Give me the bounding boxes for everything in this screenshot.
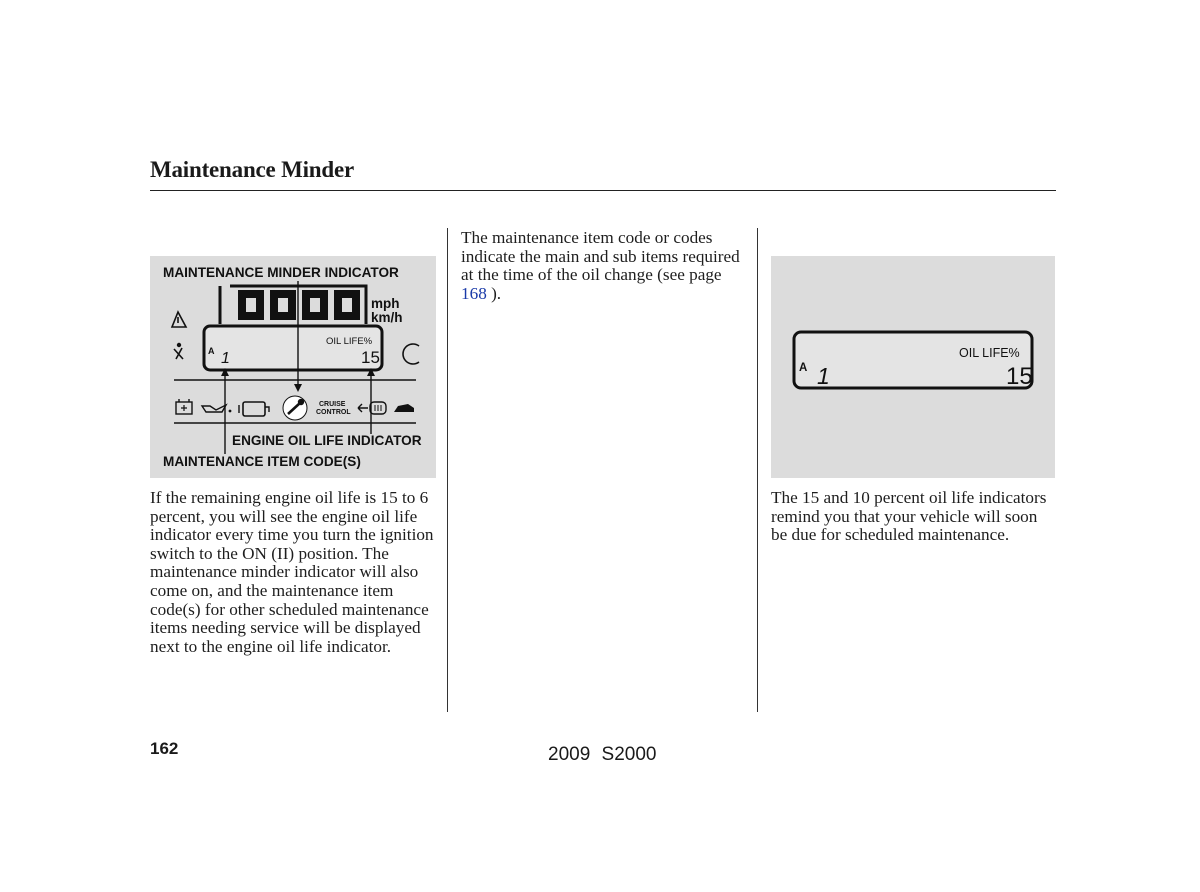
gauge-c-mark	[403, 344, 419, 364]
column-divider-right	[757, 228, 758, 712]
engine-oil-life-indicator-label: ENGINE OIL LIFE INDICATOR	[232, 433, 422, 448]
page-title: Maintenance Minder	[150, 157, 355, 182]
column-2-text	[461, 229, 751, 303]
check-engine-icon	[239, 402, 269, 416]
column-2-text-end: ).	[486, 283, 502, 303]
oil-life-caption-closeup: OIL LIFE%	[959, 346, 1020, 360]
column-3-text	[771, 489, 1055, 545]
column-3-paragraph: The 15 and 10 percent oil life indicators remind you that your vehicle will soon be due for scheduled maintenance.	[771, 488, 1047, 545]
rear-defrost-icon	[370, 402, 386, 414]
column-2-paragraph	[461, 229, 751, 303]
sub-code-closeup: 1	[817, 363, 830, 389]
oil-pressure-icon	[202, 405, 231, 412]
oil-life-value: 15	[361, 348, 380, 367]
lcd-window	[204, 326, 382, 370]
instrument-panel-figure	[150, 256, 436, 478]
seatbelt-icon	[174, 343, 183, 359]
turn-signal-icon	[358, 404, 368, 412]
column-1-text	[150, 489, 438, 656]
oil-life-value-closeup: 15	[1006, 363, 1033, 390]
column-1-paragraph: If the remaining engine oil life is 15 to 6 percent, you will see the engine oil life indicator every time you turn the ignition switch to the ON (II) position. The maintenance minder indicator will also come on, and the maintenance item code(s) for other scheduled maintenance items needing service will be displayed next to the engine oil life indicator.	[150, 488, 434, 656]
control-label: CONTROL	[316, 409, 351, 416]
warning-triangle-icon	[172, 312, 186, 327]
page-number: 162	[150, 739, 179, 758]
column-2-text-start: The maintenance item code or codes indicate the main and sub items required at the time of the oil change (see page	[461, 228, 740, 285]
main-code: A	[208, 346, 215, 356]
oil-life-display-drawing	[771, 256, 1055, 478]
oil-life-caption: OIL LIFE%	[326, 336, 373, 347]
cruise-label: CRUISE	[319, 401, 346, 408]
soft-top-icon	[394, 404, 414, 412]
footer-model-label: 2009 S2000	[548, 744, 657, 765]
oil-life-display-figure	[771, 256, 1055, 478]
kmh-unit: km/h	[371, 310, 403, 325]
odometer-display	[220, 286, 366, 324]
maintenance-minder-wrench-icon	[283, 396, 307, 420]
title-divider	[150, 190, 1056, 191]
maintenance-minder-indicator-label: MAINTENANCE MINDER INDICATOR	[163, 265, 399, 280]
maintenance-item-codes-label: MAINTENANCE ITEM CODE(S)	[163, 454, 361, 469]
column-divider-left	[447, 228, 448, 712]
sub-code: 1	[221, 350, 230, 367]
main-code-closeup: A	[799, 362, 808, 374]
page-reference-link[interactable]: 168	[461, 283, 487, 303]
mph-unit: mph	[371, 296, 400, 311]
battery-icon	[176, 399, 192, 414]
